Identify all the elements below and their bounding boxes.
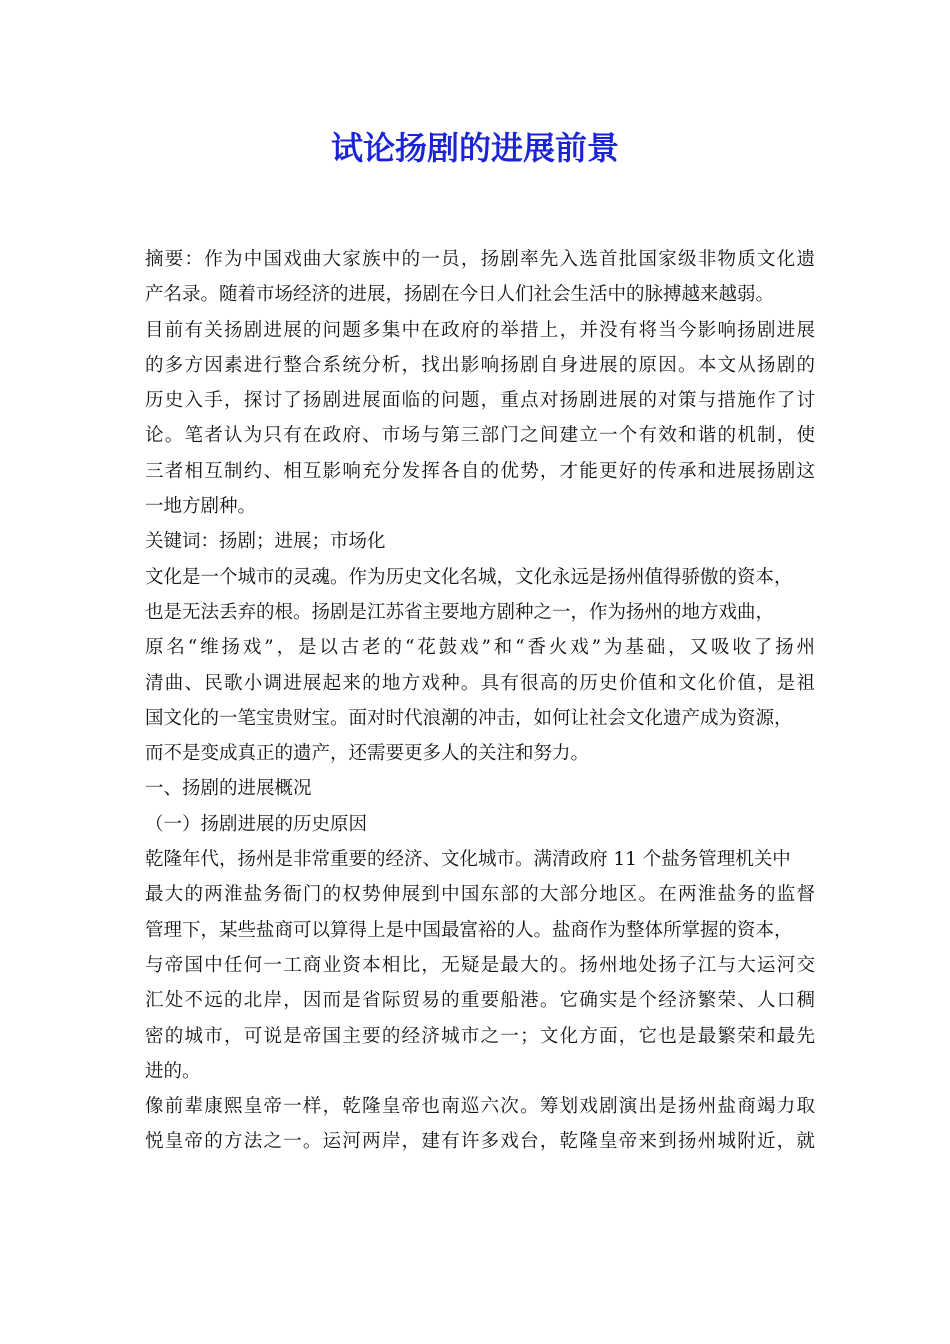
text-line: 一地方剧种。 bbox=[145, 496, 257, 518]
text-line: 也是无法丢弃的根。扬剧是江苏省主要地方剧种之一，作为扬州的地方戏曲， bbox=[145, 601, 775, 623]
text-line: 像前辈康熙皇帝一样，乾隆皇帝也南巡六次。筹划戏剧演出是扬州盐商竭力取 bbox=[145, 1096, 815, 1118]
text-line: 乾隆年代，扬州是非常重要的经济、文化城市。满清政府 11 个盐务管理机关中 bbox=[145, 849, 791, 871]
text-line: 摘要：作为中国戏曲大家族中的一员，扬剧率先入选首批国家级非物质文化遗 bbox=[145, 249, 815, 270]
text-line: 论。笔者认为只有在政府、市场与第三部门之间建立一个有效和谐的机制，使 bbox=[145, 425, 815, 447]
text-line: 最大的两淮盐务衙门的权势伸展到中国东部的大部分地区。在两淮盐务的监督 bbox=[145, 884, 815, 906]
document-body bbox=[145, 242, 815, 1160]
text-line: 进的。 bbox=[145, 1060, 201, 1082]
text-line: 产名录。随着市场经济的进展，扬剧在今日人们社会生活中的脉搏越来越弱。 bbox=[145, 284, 775, 306]
text-line: 管理下，某些盐商可以算得上是中国最富裕的人。盐商作为整体所掌握的资本， bbox=[145, 919, 793, 941]
text-line: （一）扬剧进展的历史原因 bbox=[145, 813, 368, 835]
text-line: 文化是一个城市的灵魂。作为历史文化名城，文化永远是扬州值得骄傲的资本， bbox=[145, 566, 793, 588]
text-line: 的多方因素进行整合系统分析，找出影响扬剧自身进展的原因。本文从扬剧的 bbox=[145, 354, 815, 376]
text-line: 国文化的一笔宝贵财宝。面对时代浪潮的冲击，如何让社会文化遗产成为资源， bbox=[145, 707, 793, 729]
text-line: 悦皇帝的方法之一。运河两岸，建有许多戏台，乾隆皇帝来到扬州城附近，就 bbox=[145, 1131, 815, 1153]
text-line: 汇处不远的北岸，因而是省际贸易的重要船港。它确实是个经济繁荣、人口稠 bbox=[145, 990, 815, 1012]
text-line: 关键词：扬剧；进展；市场化 bbox=[145, 531, 386, 553]
text-line: 清曲、民歌小调进展起来的地方戏种。具有很高的历史价值和文化价值，是祖 bbox=[145, 672, 815, 694]
text-line: 原名“维扬戏”，是以古老的“花鼓戏”和“香火戏”为基础，又吸收了扬州 bbox=[145, 637, 815, 659]
text-line: 一、扬剧的进展概况 bbox=[145, 778, 312, 800]
document-title: 试论扬剧的进展前景 bbox=[330, 129, 619, 167]
text-line: 目前有关扬剧进展的问题多集中在政府的举措上，并没有将当今影响扬剧进展 bbox=[145, 319, 815, 341]
text-line: 三者相互制约、相互影响充分发挥各自的优势，才能更好的传承和进展扬剧这 bbox=[145, 460, 815, 482]
text-line: 与帝国中任何一工商业资本相比，无疑是最大的。扬州地处扬子江与大运河交 bbox=[145, 954, 815, 976]
text-line: 历史入手，探讨了扬剧进展面临的问题，重点对扬剧进展的对策与措施作了讨 bbox=[145, 390, 815, 412]
text-line: 密的城市，可说是帝国主要的经济城市之一；文化方面，它也是最繁荣和最先 bbox=[145, 1025, 815, 1047]
text-line: 而不是变成真正的遗产，还需要更多人的关注和努力。 bbox=[145, 743, 590, 765]
